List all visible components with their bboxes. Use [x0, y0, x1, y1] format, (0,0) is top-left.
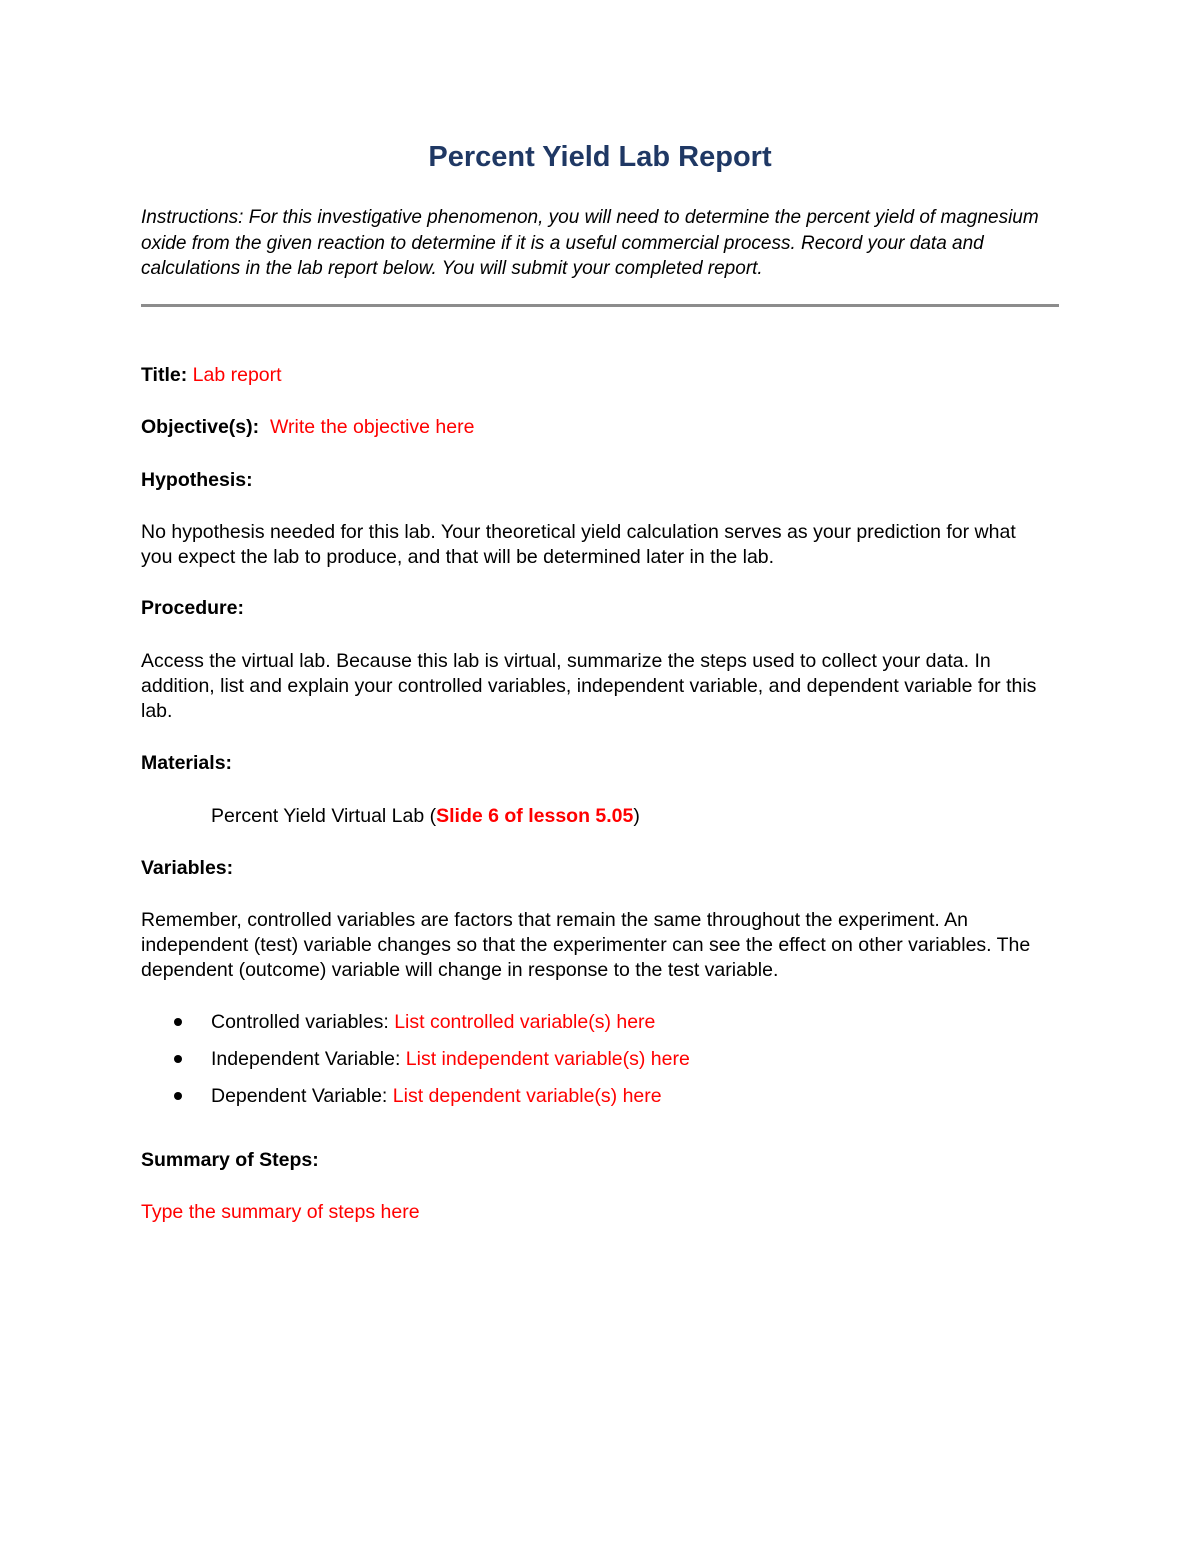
variables-list — [141, 1010, 1071, 1121]
list-item-text — [211, 1084, 662, 1109]
summary-value[interactable]: Type the summary of steps here — [141, 1201, 420, 1223]
list-item-value[interactable]: List controlled variable(s) here — [394, 1011, 656, 1033]
hypothesis-body: No hypothesis needed for this lab. Your theoretical yield calculation serves as your prediction for what you expect the lab to produce, and that will be determined later in the lab. — [141, 521, 1016, 568]
variables-heading: Variables: — [141, 857, 234, 879]
summary-heading: Summary of Steps: — [141, 1149, 319, 1171]
document-title: Percent Yield Lab Report — [428, 141, 772, 173]
list-item-label: Independent Variable: — [211, 1048, 406, 1070]
list-item — [141, 1084, 1071, 1121]
title-label: Title: — [141, 364, 188, 386]
horizontal-divider — [141, 304, 1059, 307]
materials-item-prefix: Percent Yield Virtual Lab ( — [211, 805, 437, 827]
list-item-text — [211, 1010, 655, 1035]
bullet-icon — [174, 1018, 182, 1026]
list-item-value[interactable]: List dependent variable(s) here — [392, 1085, 662, 1107]
materials-item-highlight: Slide 6 of lesson 5.05 — [436, 805, 634, 827]
title-field — [141, 363, 1071, 388]
materials-heading: Materials: — [141, 752, 233, 774]
procedure-body: Access the virtual lab. Because this lab is virtual, summarize the steps used to collect your data. In addition, list and explain your controlled variables, independent variable, and dependent variable for this lab. — [141, 650, 1037, 722]
list-item — [141, 1047, 1071, 1084]
materials-item — [211, 804, 1141, 829]
variables-body: Remember, controlled variables are factors that remain the same throughout the experiment. An independent (test) variable changes so that the experimenter can see the effect on other variables. The dependent (outcome) variable will change in response to the test variable. — [141, 909, 1031, 981]
procedure-heading: Procedure: — [141, 597, 244, 619]
list-item — [141, 1010, 1071, 1047]
objective-label: Objective(s): — [141, 416, 260, 438]
bullet-icon — [174, 1055, 182, 1063]
list-item-text — [211, 1047, 690, 1072]
list-item-label: Dependent Variable: — [211, 1085, 393, 1107]
list-item-value[interactable]: List independent variable(s) here — [405, 1048, 690, 1070]
objective-value[interactable]: Write the objective here — [269, 416, 475, 438]
list-item-label: Controlled variables: — [211, 1011, 395, 1033]
bullet-icon — [174, 1092, 182, 1100]
materials-item-suffix: ) — [633, 805, 640, 827]
hypothesis-heading: Hypothesis: — [141, 469, 253, 491]
instructions-text: Instructions: For this investigative phenomenon, you will need to determine the percent yield of magnesium oxide from the given reaction to determine if it is a useful commercial process. Record your data and calculations in the lab report below. You will submit your completed report. — [141, 207, 1039, 279]
title-value[interactable]: Lab report — [192, 364, 282, 386]
objective-field — [141, 415, 1071, 440]
